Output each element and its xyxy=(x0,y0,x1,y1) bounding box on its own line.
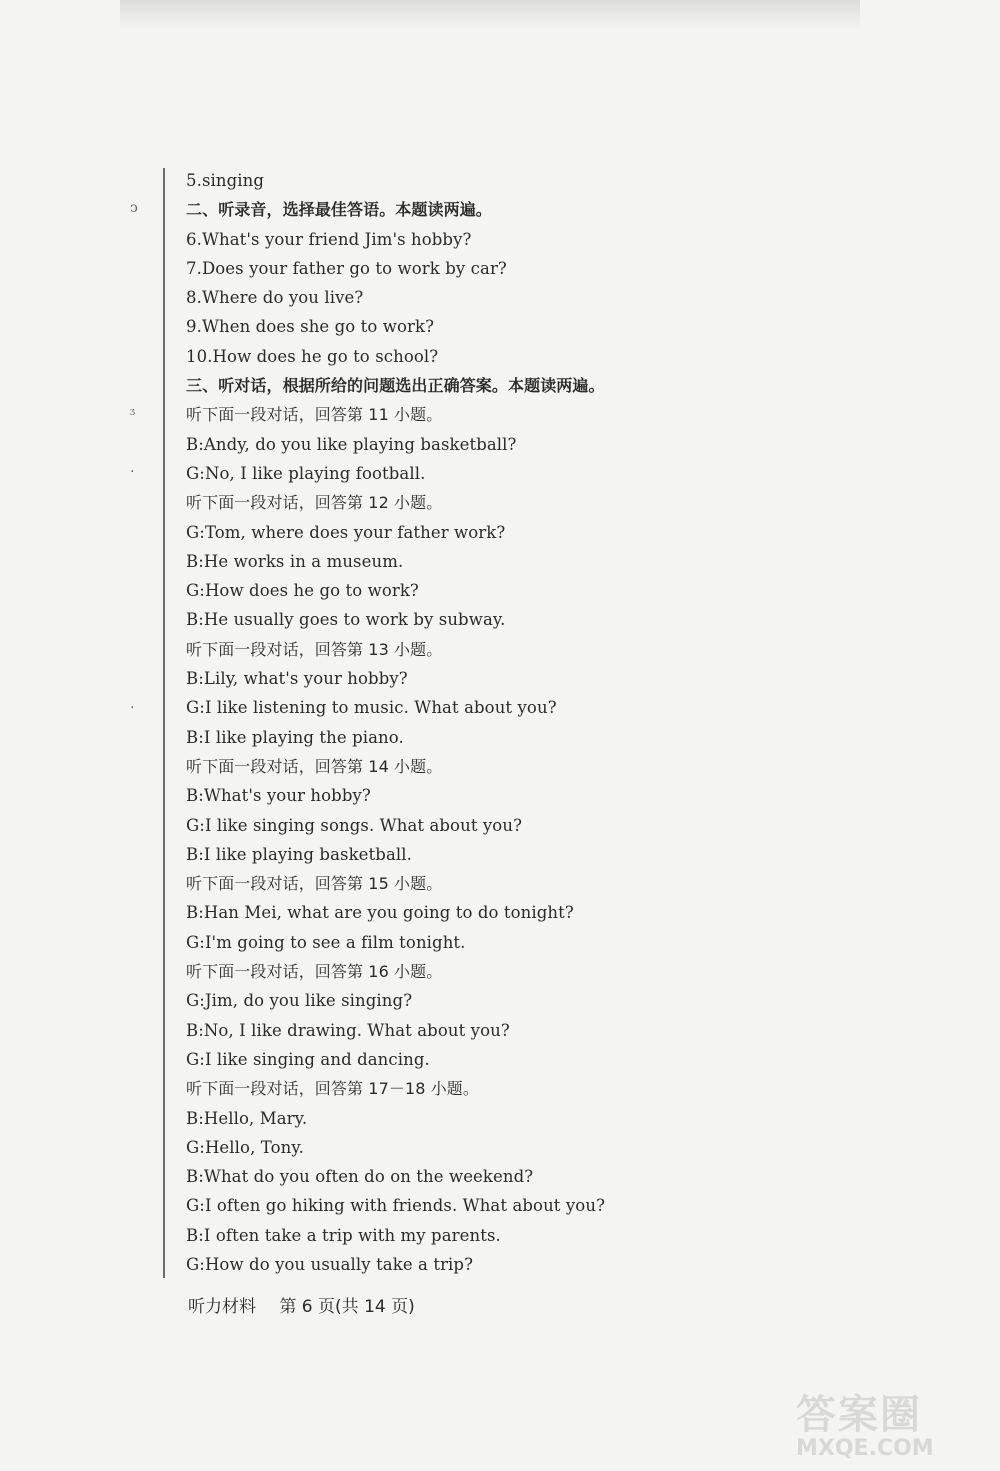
watermark-url: MXQE.COM xyxy=(796,1436,934,1461)
margin-hole-mark: ↄ xyxy=(130,200,138,216)
margin-binding-rule xyxy=(163,168,165,1278)
transcript-line: G:Hello, Tony. xyxy=(186,1137,304,1157)
transcript-line: G:I like listening to music. What about you? xyxy=(186,698,557,718)
transcript-line: G:I like singing and dancing. xyxy=(186,1049,430,1069)
margin-hole-mark: · xyxy=(130,700,135,716)
transcript-line: 7.Does your father go to work by car? xyxy=(186,258,507,278)
scan-top-smudge xyxy=(120,0,860,30)
transcript-line: 8.Where do you live? xyxy=(186,288,364,308)
dialogue-intro: 听下面一段对话，回答第 17－18 小题。 xyxy=(186,1079,479,1099)
transcript-line: 10.How does he go to school? xyxy=(186,346,439,366)
transcript-line: B:No, I like drawing. What about you? xyxy=(186,1020,510,1040)
transcript-line: 6.What's your friend Jim's hobby? xyxy=(186,229,472,249)
transcript-line: B:Lily, what's your hobby? xyxy=(186,669,408,689)
dialogue-intro: 听下面一段对话，回答第 12 小题。 xyxy=(186,493,443,513)
footer-label: 听力材料 xyxy=(188,1297,256,1317)
transcript-line: G:I'm going to see a film tonight. xyxy=(186,932,466,952)
site-watermark xyxy=(796,1393,986,1465)
transcript-line: B:Han Mei, what are you going to do tonight? xyxy=(186,903,574,923)
transcript-line: B:He usually goes to work by subway. xyxy=(186,610,506,630)
transcript-line: G:Tom, where does your father work? xyxy=(186,522,506,542)
transcript-line: B:I like playing basketball. xyxy=(186,844,412,864)
transcript-line: B:What's your hobby? xyxy=(186,786,371,806)
transcript-line: G:How does he go to work? xyxy=(186,581,419,601)
section-heading: 二、听录音，选择最佳答语。本题读两遍。 xyxy=(186,200,492,220)
transcript-line: B:Andy, do you like playing basketball? xyxy=(186,434,517,454)
transcript-line: B:I like playing the piano. xyxy=(186,727,404,747)
transcript-line: G:Jim, do you like singing? xyxy=(186,991,413,1011)
margin-hole-mark: · xyxy=(130,464,135,480)
transcript-line: G:I often go hiking with friends. What about you? xyxy=(186,1196,606,1216)
page-footer xyxy=(188,1292,433,1317)
transcript-line: 9.When does she go to work? xyxy=(186,317,435,337)
watermark-logo-text: 答案圈 xyxy=(796,1392,922,1438)
section-heading: 三、听对话，根据所给的问题选出正确答案。本题读两遍。 xyxy=(186,376,605,396)
transcript-line: B:What do you often do on the weekend? xyxy=(186,1167,534,1187)
dialogue-intro: 听下面一段对话，回答第 14 小题。 xyxy=(186,756,443,776)
transcript-line: B:Hello, Mary. xyxy=(186,1108,308,1128)
footer-page-number: 第 6 页(共 14 页) xyxy=(279,1297,415,1317)
margin-hole-mark: ᶾ xyxy=(130,406,136,422)
listening-transcript xyxy=(186,166,906,1279)
transcript-line: B:I often take a trip with my parents. xyxy=(186,1225,501,1245)
dialogue-intro: 听下面一段对话，回答第 11 小题。 xyxy=(186,405,443,425)
transcript-line: G:No, I like playing football. xyxy=(186,463,426,483)
dialogue-intro: 听下面一段对话，回答第 13 小题。 xyxy=(186,639,443,659)
transcript-line: G:How do you usually take a trip? xyxy=(186,1254,474,1274)
transcript-line: B:He works in a museum. xyxy=(186,551,404,571)
dialogue-intro: 听下面一段对话，回答第 16 小题。 xyxy=(186,962,443,982)
transcript-line: 5.singing xyxy=(186,171,265,190)
dialogue-intro: 听下面一段对话，回答第 15 小题。 xyxy=(186,874,443,894)
transcript-line: G:I like singing songs. What about you? xyxy=(186,815,523,835)
